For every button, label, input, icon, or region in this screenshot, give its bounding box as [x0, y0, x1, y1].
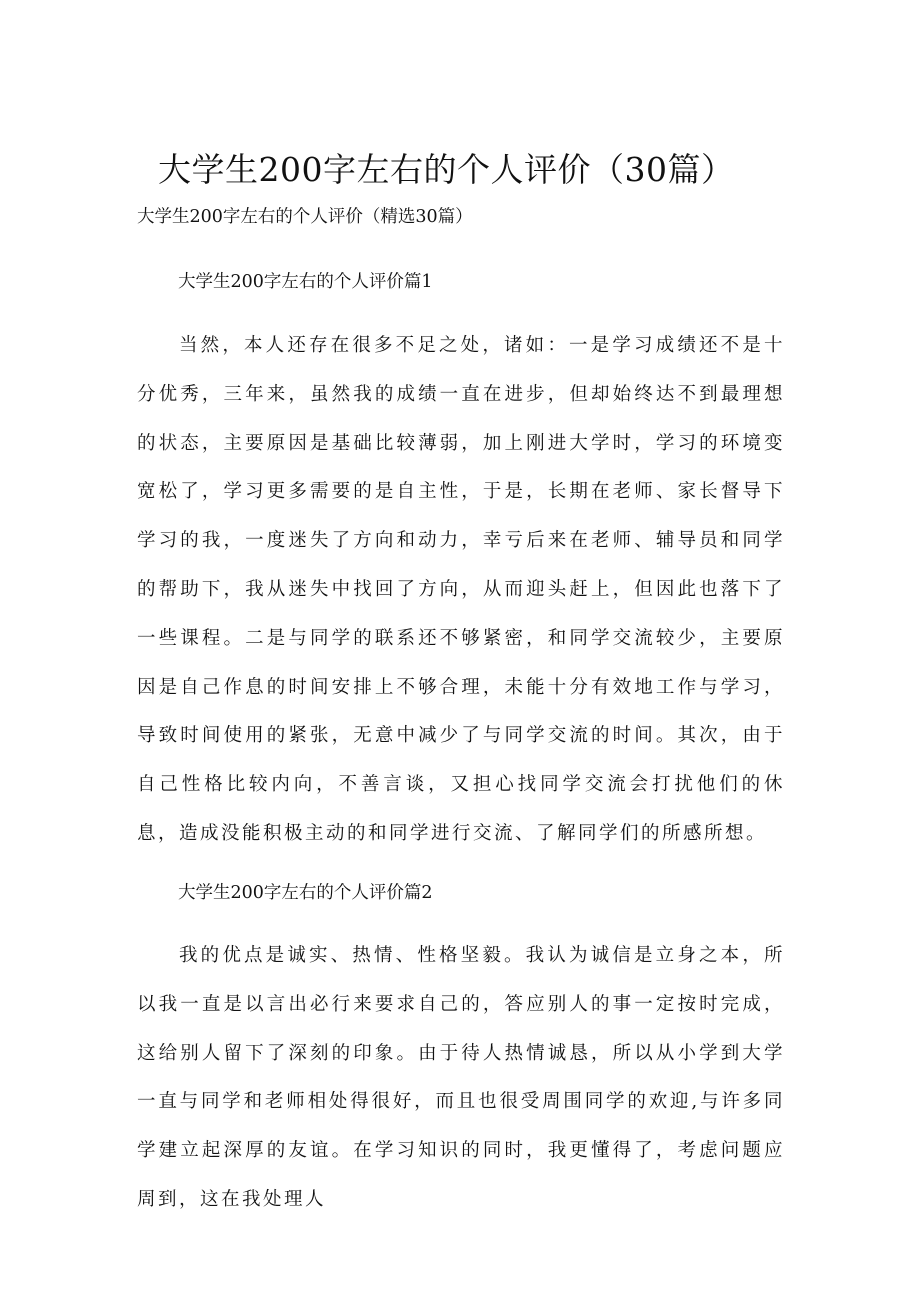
section-paragraph-1: 当然，本人还存在很多不足之处，诸如：一是学习成绩还不是十分优秀，三年来，虽然我的成绩一直在进步，但却始终达不到最理想的状态，主要原因是基础比较薄弱，加上刚进大学时，学习的环境变宽松了，学习更多需要的是自主性，于是，长期在老师、家长督导下学习的我，一度迷失了方向和动力，幸亏后来在老师、辅导员和同学的帮助下，我从迷失中找回了方向，从而迎头赶上，但因此也落下了一些课程。二是与同学的联系还不够紧密，和同学交流较少，主要原因是自己作息的时间安排上不够合理，未能十分有效地工作与学习，导致时间使用的紧张，无意中减少了与同学交流的时间。其次，由于自己性格比较内向，不善言谈，又担心找同学交流会打扰他们的休息，造成没能积极主动的和同学进行交流、了解同学们的所感所想。	[137, 335, 785, 844]
document-subtitle: 大学生200字左右的个人评价（精选30篇）	[137, 207, 473, 227]
section-heading-1: 大学生200字左右的个人评价篇1	[178, 272, 433, 292]
section-heading-2: 大学生200字左右的个人评价篇2	[178, 883, 433, 903]
section-paragraph-2: 我的优点是诚实、热情、性格坚毅。我认为诚信是立身之本，所以我一直是以言出必行来要求自己的，答应别人的事一定按时完成，这给别人留下了深刻的印象。由于待人热情诚恳，所以从小学到大学一直与同学和老师相处得很好，而且也很受周围同学的欢迎,与许多同学建立起深厚的友谊。在学习知识的同时，我更懂得了，考虑问题应周到，这在我处理人	[137, 945, 785, 1210]
document-title: 大学生200字左右的个人评价（30篇）	[158, 150, 735, 189]
